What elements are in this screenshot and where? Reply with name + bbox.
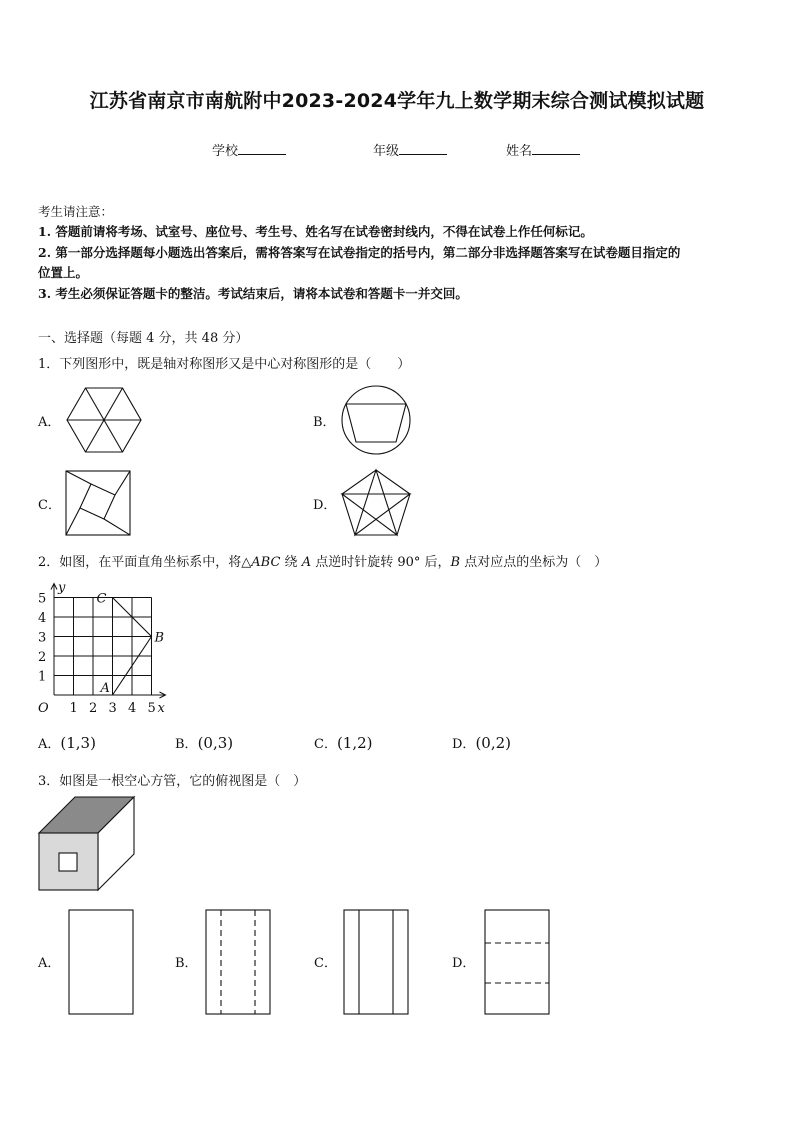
- q1-pentagram-figure: [340, 468, 412, 538]
- page-title: 江苏省南京市南航附中2023-2024学年九上数学期末综合测试模拟试题: [89, 90, 705, 112]
- name-blank[interactable]: [532, 142, 580, 155]
- q1-option-b-label[interactable]: B．: [313, 415, 336, 430]
- y-tick-label: 5: [38, 591, 47, 607]
- x-tick-label: 2: [89, 701, 98, 716]
- q3-option-a-figure: [68, 909, 134, 1015]
- q3-option-c-label[interactable]: C．: [314, 956, 337, 971]
- point-b-label: B: [154, 630, 165, 646]
- q2-stem: 2．如图，在平面直角坐标系中，将△ABC 绕 A 点逆时针旋转 90° 后，B 点对应点的坐标为（ ）: [38, 555, 608, 570]
- q3-option-c-figure: [343, 909, 409, 1015]
- point-c-label: C: [96, 591, 107, 607]
- q2-coordinate-grid: [34, 580, 174, 715]
- q2-option-a[interactable]: A．(1,3): [38, 734, 96, 752]
- q2-option-c[interactable]: C．(1,2): [314, 734, 373, 752]
- q3-option-d-label[interactable]: D．: [452, 956, 476, 971]
- x-axis-label: x: [157, 701, 165, 716]
- x-tick-label: 5: [147, 701, 156, 716]
- y-axis-label: y: [58, 580, 66, 596]
- notice-heading: 考生请注意：: [38, 204, 114, 219]
- q1-pinwheel-square-figure: [65, 470, 131, 536]
- q3-stem: 3．如图是一根空心方管，它的俯视图是（ ）: [38, 774, 307, 789]
- q1-stem: 1．下列图形中，既是轴对称图形又是中心对称图形的是（ ）: [38, 357, 411, 372]
- y-tick-label: 4: [38, 611, 47, 626]
- origin-label: O: [38, 701, 49, 716]
- x-tick-label: 1: [69, 701, 78, 716]
- q3-hollow-tube-figure: [38, 796, 138, 894]
- q2-option-d[interactable]: D．(0,2): [452, 734, 511, 752]
- notice-item-3: 3. 考生必须保证答题卡的整洁。考试结束后，请将本试卷和答题卡一并交回。: [38, 286, 468, 301]
- section-heading: 一、选择题（每题 4 分，共 48 分）: [38, 331, 249, 346]
- q3-option-a-label[interactable]: A．: [38, 956, 61, 971]
- point-a-label: A: [100, 681, 110, 696]
- grade-label: 年级: [373, 144, 400, 159]
- school-label: 学校: [212, 144, 239, 159]
- notice-item-2-cont: 位置上。: [38, 265, 89, 280]
- grade-blank[interactable]: [399, 142, 447, 155]
- name-field[interactable]: [506, 140, 580, 159]
- y-tick-label: 3: [38, 630, 47, 646]
- q1-option-d-label[interactable]: D．: [313, 498, 337, 513]
- q1-option-a-label[interactable]: A．: [38, 415, 61, 430]
- y-tick-label: 1: [38, 669, 47, 685]
- x-tick-label: 4: [128, 701, 137, 716]
- grade-field[interactable]: [373, 140, 447, 159]
- y-tick-label: 2: [38, 650, 47, 665]
- q1-option-c-label[interactable]: C．: [38, 498, 61, 513]
- q3-option-d-figure: [484, 909, 550, 1015]
- name-label: 姓名: [506, 144, 533, 159]
- x-tick-label: 3: [108, 701, 117, 716]
- school-blank[interactable]: [238, 142, 286, 155]
- q1-hexagon-figure: [64, 385, 144, 455]
- notice-item-1: 1. 答题前请将考场、试室号、座位号、考生号、姓名写在试卷密封线内，不得在试卷上作任何标记。: [38, 224, 593, 239]
- notice-item-2: 2. 第一部分选择题每小题选出答案后，需将答案写在试卷指定的括号内，第二部分非选择题答案写在试卷题目指定的: [38, 245, 681, 260]
- q3-option-b-label[interactable]: B．: [175, 956, 198, 971]
- q2-option-b[interactable]: B．(0,3): [175, 734, 234, 752]
- q1-circle-trapezoid-figure: [340, 384, 412, 456]
- q3-option-b-figure: [205, 909, 271, 1015]
- school-field[interactable]: [212, 140, 286, 159]
